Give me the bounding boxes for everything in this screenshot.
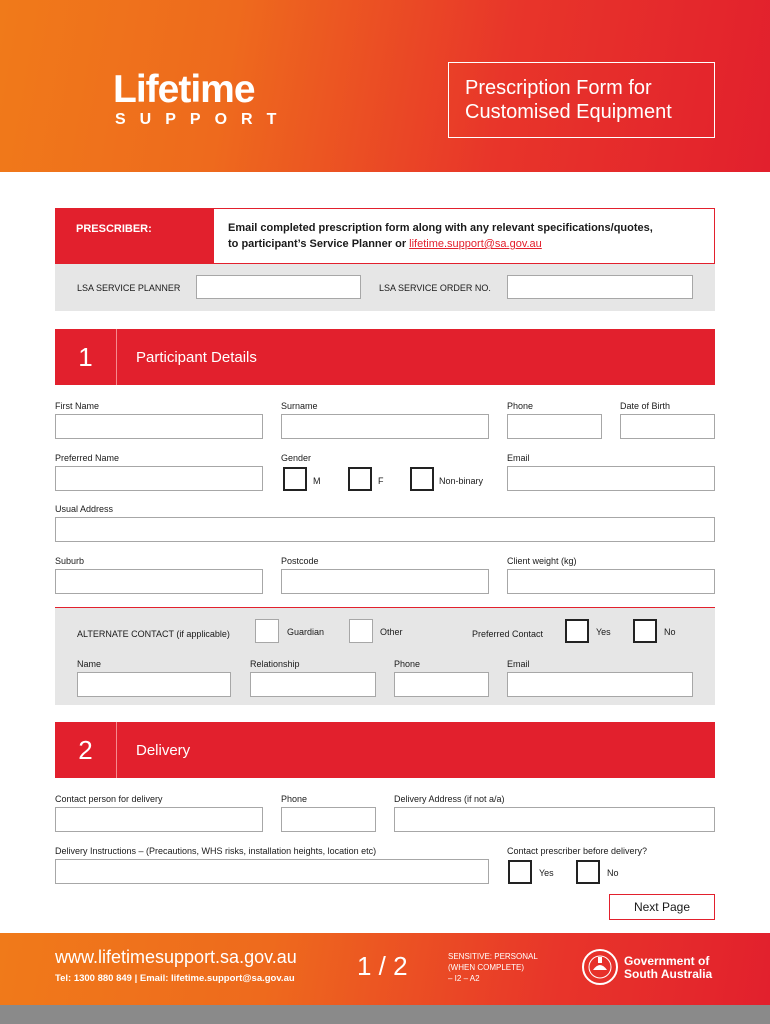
gender-f-checkbox[interactable] xyxy=(348,467,372,491)
delivery-instructions-field[interactable] xyxy=(55,859,489,884)
gender-nonbinary-checkbox[interactable] xyxy=(410,467,434,491)
alt-email-label: Email xyxy=(507,659,530,669)
logo-subtitle: SUPPORT xyxy=(115,111,291,128)
lsa-order-label: LSA SERVICE ORDER NO. xyxy=(379,283,491,293)
preferred-name-field[interactable] xyxy=(55,466,263,491)
postcode-label: Postcode xyxy=(281,556,319,566)
preferred-contact-no-label: No xyxy=(664,627,676,637)
form-title xyxy=(448,62,715,138)
alternate-contact-panel xyxy=(55,607,715,705)
page-indicator: 1 / 2 xyxy=(357,951,408,981)
footer-contact: Tel: 1300 880 849 | Email: lifetime.support@sa.gov.au xyxy=(55,973,295,984)
surname-field[interactable] xyxy=(281,414,489,439)
usual-address-field[interactable] xyxy=(55,517,715,542)
prescriber-line2-text: to participant’s Service Planner or xyxy=(228,238,410,250)
preferred-contact-no-checkbox[interactable] xyxy=(633,619,657,643)
delivery-address-label: Delivery Address (if not a/a) xyxy=(394,794,505,804)
gender-f-label: F xyxy=(378,476,384,486)
form-title-line1: Prescription Form for xyxy=(465,77,652,99)
gender-m-checkbox[interactable] xyxy=(283,467,307,491)
header-banner xyxy=(0,0,770,172)
government-line1: Government of xyxy=(624,954,710,968)
sensitivity-marking xyxy=(448,951,558,984)
alt-email-field[interactable] xyxy=(507,672,693,697)
prescriber-line1: Email completed prescription form along with any relevant specifications/quotes, xyxy=(228,222,653,234)
lsa-planner-label: LSA SERVICE PLANNER xyxy=(77,283,181,293)
usual-address-label: Usual Address xyxy=(55,504,114,514)
section-2-header xyxy=(55,722,715,778)
section-1-title: Participant Details xyxy=(136,348,257,366)
prescriber-line2 xyxy=(228,236,708,252)
email-label: Email xyxy=(507,453,530,463)
contact-before-no-checkbox[interactable] xyxy=(576,860,600,884)
preferred-contact-label: Preferred Contact xyxy=(472,629,544,639)
first-name-label: First Name xyxy=(55,401,100,411)
guardian-label: Guardian xyxy=(287,627,325,637)
dob-label: Date of Birth xyxy=(620,401,671,411)
prescriber-box xyxy=(55,208,715,264)
delivery-instructions-label: Delivery Instructions – (Precautions, WHS risks, installation heights, location etc) xyxy=(55,846,377,856)
sensitivity-line2: (WHEN COMPLETE) xyxy=(448,963,524,972)
preferred-name-label: Preferred Name xyxy=(55,453,120,463)
client-weight-label: Client weight (kg) xyxy=(507,556,577,566)
section-2-number: 2 xyxy=(55,722,117,778)
gender-nonbinary-label: Non-binary xyxy=(439,476,484,486)
lsa-row xyxy=(55,264,715,311)
contact-before-yes-checkbox[interactable] xyxy=(508,860,532,884)
section-1-number: 1 xyxy=(55,329,117,385)
alt-relationship-field[interactable] xyxy=(250,672,376,697)
contact-before-yes-label: Yes xyxy=(539,868,554,878)
delivery-contact-label: Contact person for delivery xyxy=(55,794,163,804)
phone-label: Phone xyxy=(507,401,534,411)
delivery-address-field[interactable] xyxy=(394,807,715,832)
government-line2: South Australia xyxy=(624,967,713,981)
alt-phone-label: Phone xyxy=(394,659,421,669)
alt-name-field[interactable] xyxy=(77,672,231,697)
delivery-contact-field[interactable] xyxy=(55,807,263,832)
footer-banner xyxy=(0,933,770,1005)
first-name-field[interactable] xyxy=(55,414,263,439)
lsa-planner-field[interactable] xyxy=(196,275,361,299)
email-field[interactable] xyxy=(507,466,715,491)
alt-name-label: Name xyxy=(77,659,102,669)
section-1-header xyxy=(55,329,715,385)
delivery-phone-field[interactable] xyxy=(281,807,376,832)
bottom-strip xyxy=(0,1005,770,1024)
sensitivity-line3: – I2 – A2 xyxy=(448,974,480,983)
alt-phone-field[interactable] xyxy=(394,672,489,697)
prescriber-label: PRESCRIBER: xyxy=(56,209,214,263)
dob-field[interactable] xyxy=(620,414,715,439)
lsa-order-field[interactable] xyxy=(507,275,693,299)
logo-wordmark: Lifetime xyxy=(113,68,255,111)
section-2-title: Delivery xyxy=(136,741,191,759)
phone-field[interactable] xyxy=(507,414,602,439)
delivery-phone-label: Phone xyxy=(281,794,308,804)
client-weight-field[interactable] xyxy=(507,569,715,594)
postcode-field[interactable] xyxy=(281,569,489,594)
surname-label: Surname xyxy=(281,401,318,411)
next-page-button[interactable]: Next Page xyxy=(609,894,715,920)
form-title-line2: Customised Equipment xyxy=(465,101,672,123)
footer-website-link[interactable]: www.lifetimesupport.sa.gov.au xyxy=(55,947,297,967)
other-label: Other xyxy=(380,627,403,637)
other-checkbox[interactable] xyxy=(349,619,373,643)
suburb-field[interactable] xyxy=(55,569,263,594)
contact-before-no-label: No xyxy=(607,868,619,878)
gender-m-label: M xyxy=(313,476,321,486)
preferred-contact-yes-label: Yes xyxy=(596,627,611,637)
prescriber-instructions xyxy=(228,220,708,252)
sensitivity-line1: SENSITIVE: PERSONAL xyxy=(448,952,538,961)
guardian-checkbox[interactable] xyxy=(255,619,279,643)
suburb-label: Suburb xyxy=(55,556,85,566)
alternate-contact-label: ALTERNATE CONTACT (if applicable) xyxy=(77,629,230,639)
gender-label: Gender xyxy=(281,453,312,463)
government-crest-icon xyxy=(581,948,619,986)
alt-relationship-label: Relationship xyxy=(250,659,300,669)
preferred-contact-yes-checkbox[interactable] xyxy=(565,619,589,643)
government-wordmark xyxy=(624,955,712,981)
prescriber-email-link[interactable]: lifetime.support@sa.gov.au xyxy=(409,238,542,250)
contact-before-delivery-label: Contact prescriber before delivery? xyxy=(507,846,648,856)
